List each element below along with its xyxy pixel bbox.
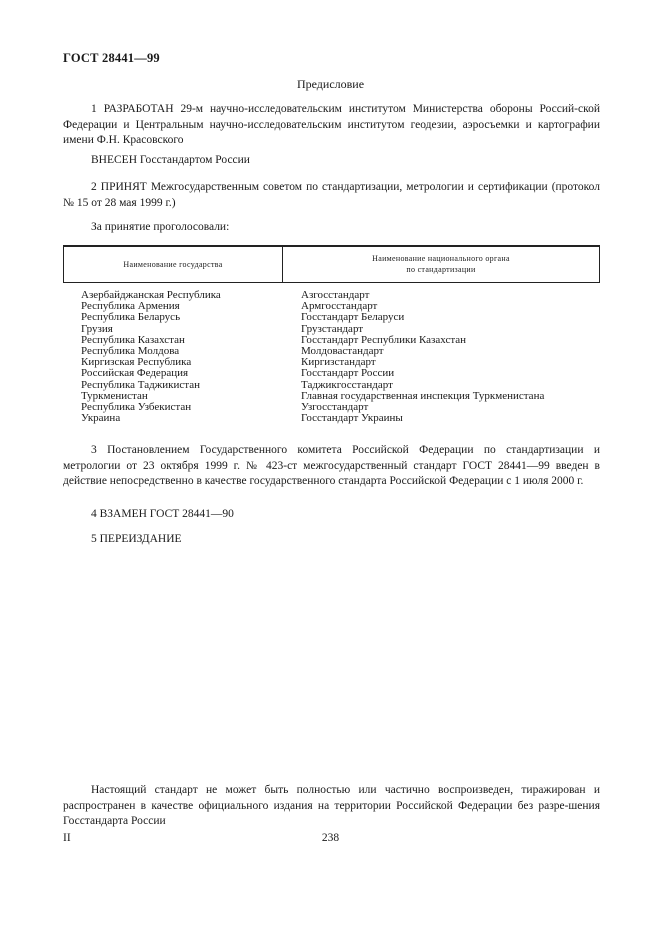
state-name: Туркменистан: [81, 389, 148, 402]
item-1-developed: [63, 102, 600, 149]
col-state-header: Наименование государства: [64, 246, 283, 283]
standards-body-name: Грузстандарт: [301, 322, 364, 335]
standards-body-name: Госстандарт России: [301, 367, 395, 380]
voted-label: За принятие проголосовали:: [91, 221, 230, 233]
state-name: Республика Казахстан: [81, 333, 185, 346]
state-name: Азербайджанская Республика: [81, 289, 221, 301]
roman-page-number: II: [63, 832, 71, 844]
state-name: Республика Узбекистан: [81, 401, 192, 414]
table-top-rule: [63, 245, 600, 247]
voting-states-table: [63, 245, 600, 283]
standards-body-name: Узгосстандарт: [301, 401, 369, 414]
col-body-header-line2: по стандартизации: [406, 265, 476, 274]
state-name: Российская Федерация: [81, 367, 189, 380]
document-code: ГОСТ 28441—99: [63, 51, 160, 65]
standards-body-name: Азгосстандарт: [301, 289, 370, 301]
states-column: [81, 290, 221, 424]
state-name: Республика Молдова: [81, 345, 180, 358]
state-name: Украина: [81, 412, 121, 425]
standards-body-name: Главная государственная инспекция Туркменистана: [301, 389, 545, 402]
item-2-adopted: [63, 180, 600, 211]
copyright-notice: [63, 783, 600, 830]
state-name: Республика Армения: [81, 300, 180, 313]
page-number: 238: [321, 832, 340, 844]
copyright-notice-text: Настоящий стандарт не может быть полностью или частично воспроизведен, тиражирован и распространен в качестве официального издания на территории Российской Федерации без разре-шения Госстандарта России: [63, 784, 600, 827]
introduced-by: ВНЕСЕН Госстандартом России: [91, 154, 250, 166]
standards-body-name: Госстандарт Республики Казахстан: [301, 333, 467, 346]
preface-title: Предисловие: [296, 77, 365, 91]
state-name: Киргизская Республика: [81, 356, 192, 369]
standards-body-name: Молдовастандарт: [301, 345, 384, 358]
standards-body-name: Таджикгосстандарт: [301, 378, 393, 391]
standards-body-name: Армгосстандарт: [301, 300, 378, 313]
item-5-reissue: 5 ПЕРЕИЗДАНИЕ: [91, 533, 182, 545]
standards-body-name: Госстандарт Украины: [301, 412, 403, 425]
item-3-text: 3 Постановлением Государственного комитета Российской Федерации по стандартизации и метрологии от 23 октября 1999 г. № 423-ст межгосударственный стандарт ГОСТ 28441—99 введен в действие непосредственно в качестве государственного стандарта Российской Федерации с 1 июля 2000 г.: [63, 444, 600, 487]
item-1-text: 1 РАЗРАБОТАН 29-м научно-исследовательским институтом Министерства обороны Россий-ской Федерации и Центральным научно-исследовательским институтом геодезии, аэросъемки и картографии имени Ф.Н. Красовского: [63, 103, 600, 146]
standards-body-name: Киргизстандарт: [301, 356, 376, 369]
standards-bodies-column: [301, 290, 544, 424]
col-body-header: [283, 246, 600, 283]
item-3-enactment: [63, 443, 600, 490]
item-2-text: 2 ПРИНЯТ Межгосударственным советом по стандартизации, метрологии и сертификации (протокол № 15 от 28 мая 1999 г.): [63, 181, 600, 209]
state-name: Грузия: [81, 322, 113, 335]
standards-body-name: Госстандарт Беларуси: [301, 311, 405, 324]
item-4-replaces: 4 ВЗАМЕН ГОСТ 28441—90: [91, 508, 234, 520]
state-name: Республика Беларусь: [81, 311, 181, 324]
state-name: Республика Таджикистан: [81, 378, 200, 391]
col-body-header-line1: Наименование национального органа: [372, 254, 510, 263]
